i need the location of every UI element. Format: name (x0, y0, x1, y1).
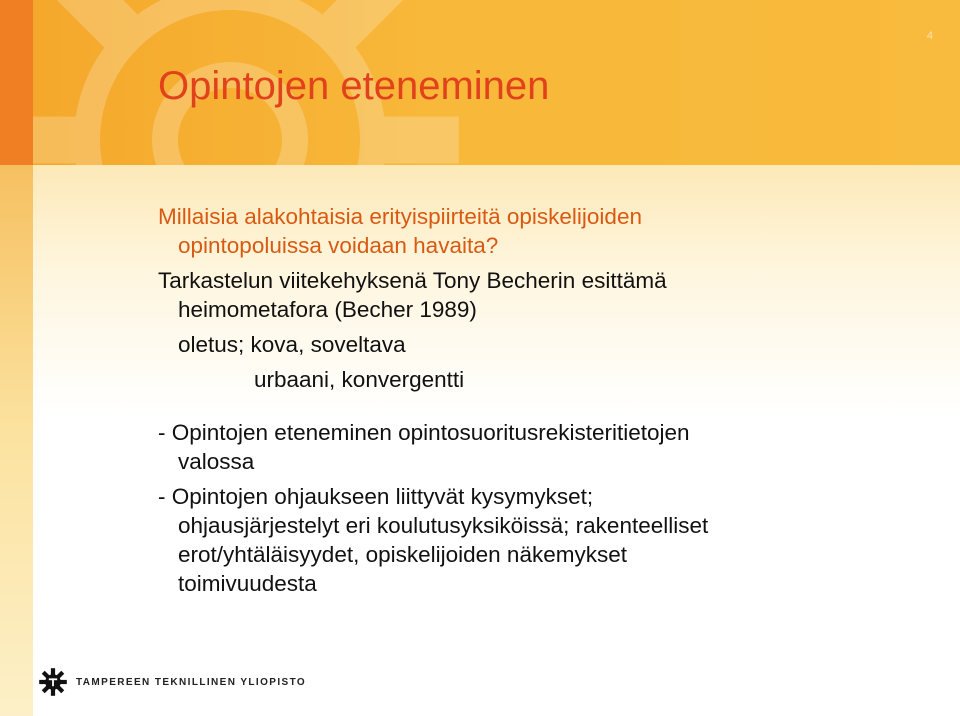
slide-body (158, 202, 918, 598)
framework-line-1: Tarkastelun viitekehyksenä Tony Becherin esittämä (158, 268, 667, 293)
university-name: TAMPEREEN TEKNILLINEN YLIOPISTO (76, 676, 307, 688)
page-number: 4 (926, 30, 933, 42)
framework-line-2: heimometafora (Becher 1989) (178, 297, 477, 322)
point-1-line-2: valossa (178, 449, 255, 474)
slide-title: Opintojen eteneminen (158, 64, 550, 108)
point-1-line-1: - Opintojen eteneminen opintosuoritusrekisteritietojen (158, 420, 690, 445)
assumption-line: oletus; kova, soveltava (178, 332, 406, 357)
question-line-1: Millaisia alakohtaisia erityispiirteitä opiskelijoiden (158, 204, 642, 229)
assumption-line-2: urbaani, konvergentti (254, 367, 465, 392)
footer-logo (38, 664, 306, 700)
point-2-line-4: toimivuudesta (178, 571, 317, 596)
point-2-line-1: - Opintojen ohjaukseen liittyvät kysymykset; (158, 484, 594, 509)
point-2-line-2: ohjausjärjestelyt eri koulutusyksiköissä; rakenteelliset (178, 513, 709, 538)
point-2-line-3: erot/yhtäläisyydet, opiskelijoiden näkemykset (178, 542, 627, 567)
tut-gear-logo-icon (38, 667, 68, 697)
question-line-2: opintopoluissa voidaan havaita? (178, 233, 499, 258)
left-accent-stripe (0, 0, 33, 716)
